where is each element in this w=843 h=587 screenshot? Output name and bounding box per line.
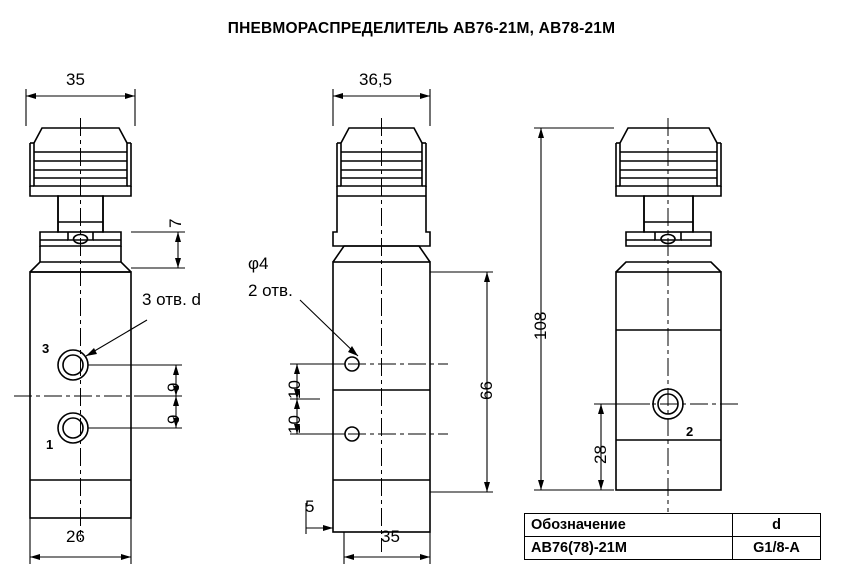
right-total-height-dim: 108: [531, 311, 550, 340]
view-front: [14, 89, 185, 564]
table-header-d: d: [733, 514, 821, 537]
view-side: [290, 89, 493, 564]
front-port-3-label: 3: [42, 341, 50, 356]
side-hole-count-note: 2 отв.: [248, 281, 293, 300]
side-height-dim-66: 66: [477, 381, 496, 400]
side-bottom-dim: 35: [381, 527, 400, 546]
side-offset-dim-5: 5: [305, 497, 315, 516]
table-row: [525, 537, 821, 560]
side-width-dim: 36,5: [359, 70, 393, 89]
designation-table: [524, 513, 821, 560]
right-port-height-dim: 28: [591, 445, 610, 464]
side-spacing-dim-2: 10: [285, 415, 304, 434]
table-cell-d: G1/8-A: [733, 537, 821, 560]
front-offset-dim-7: 7: [166, 218, 185, 228]
view-right: [534, 118, 740, 512]
front-bottom-dim: 26: [66, 527, 85, 546]
front-width-dim: 35: [66, 70, 85, 89]
table-header-designation: Обозначение: [525, 514, 733, 537]
front-spacing-dim-1: 9: [164, 382, 183, 392]
side-hole-diameter-note: φ4: [248, 254, 269, 273]
front-spacing-dim-2: 9: [164, 414, 183, 424]
page-title: ПНЕВМОРАСПРЕДЕЛИТЕЛЬ АВ76-21М, АВ78-21М: [227, 20, 616, 37]
front-port-1-label: 1: [46, 437, 54, 452]
table-header-row: [525, 514, 821, 537]
front-hole-note: 3 отв. d: [142, 290, 201, 309]
right-port-2-label: 2: [686, 424, 694, 439]
side-spacing-dim-1: 10: [285, 380, 304, 399]
table-cell-designation: АВ76(78)-21М: [525, 537, 733, 560]
